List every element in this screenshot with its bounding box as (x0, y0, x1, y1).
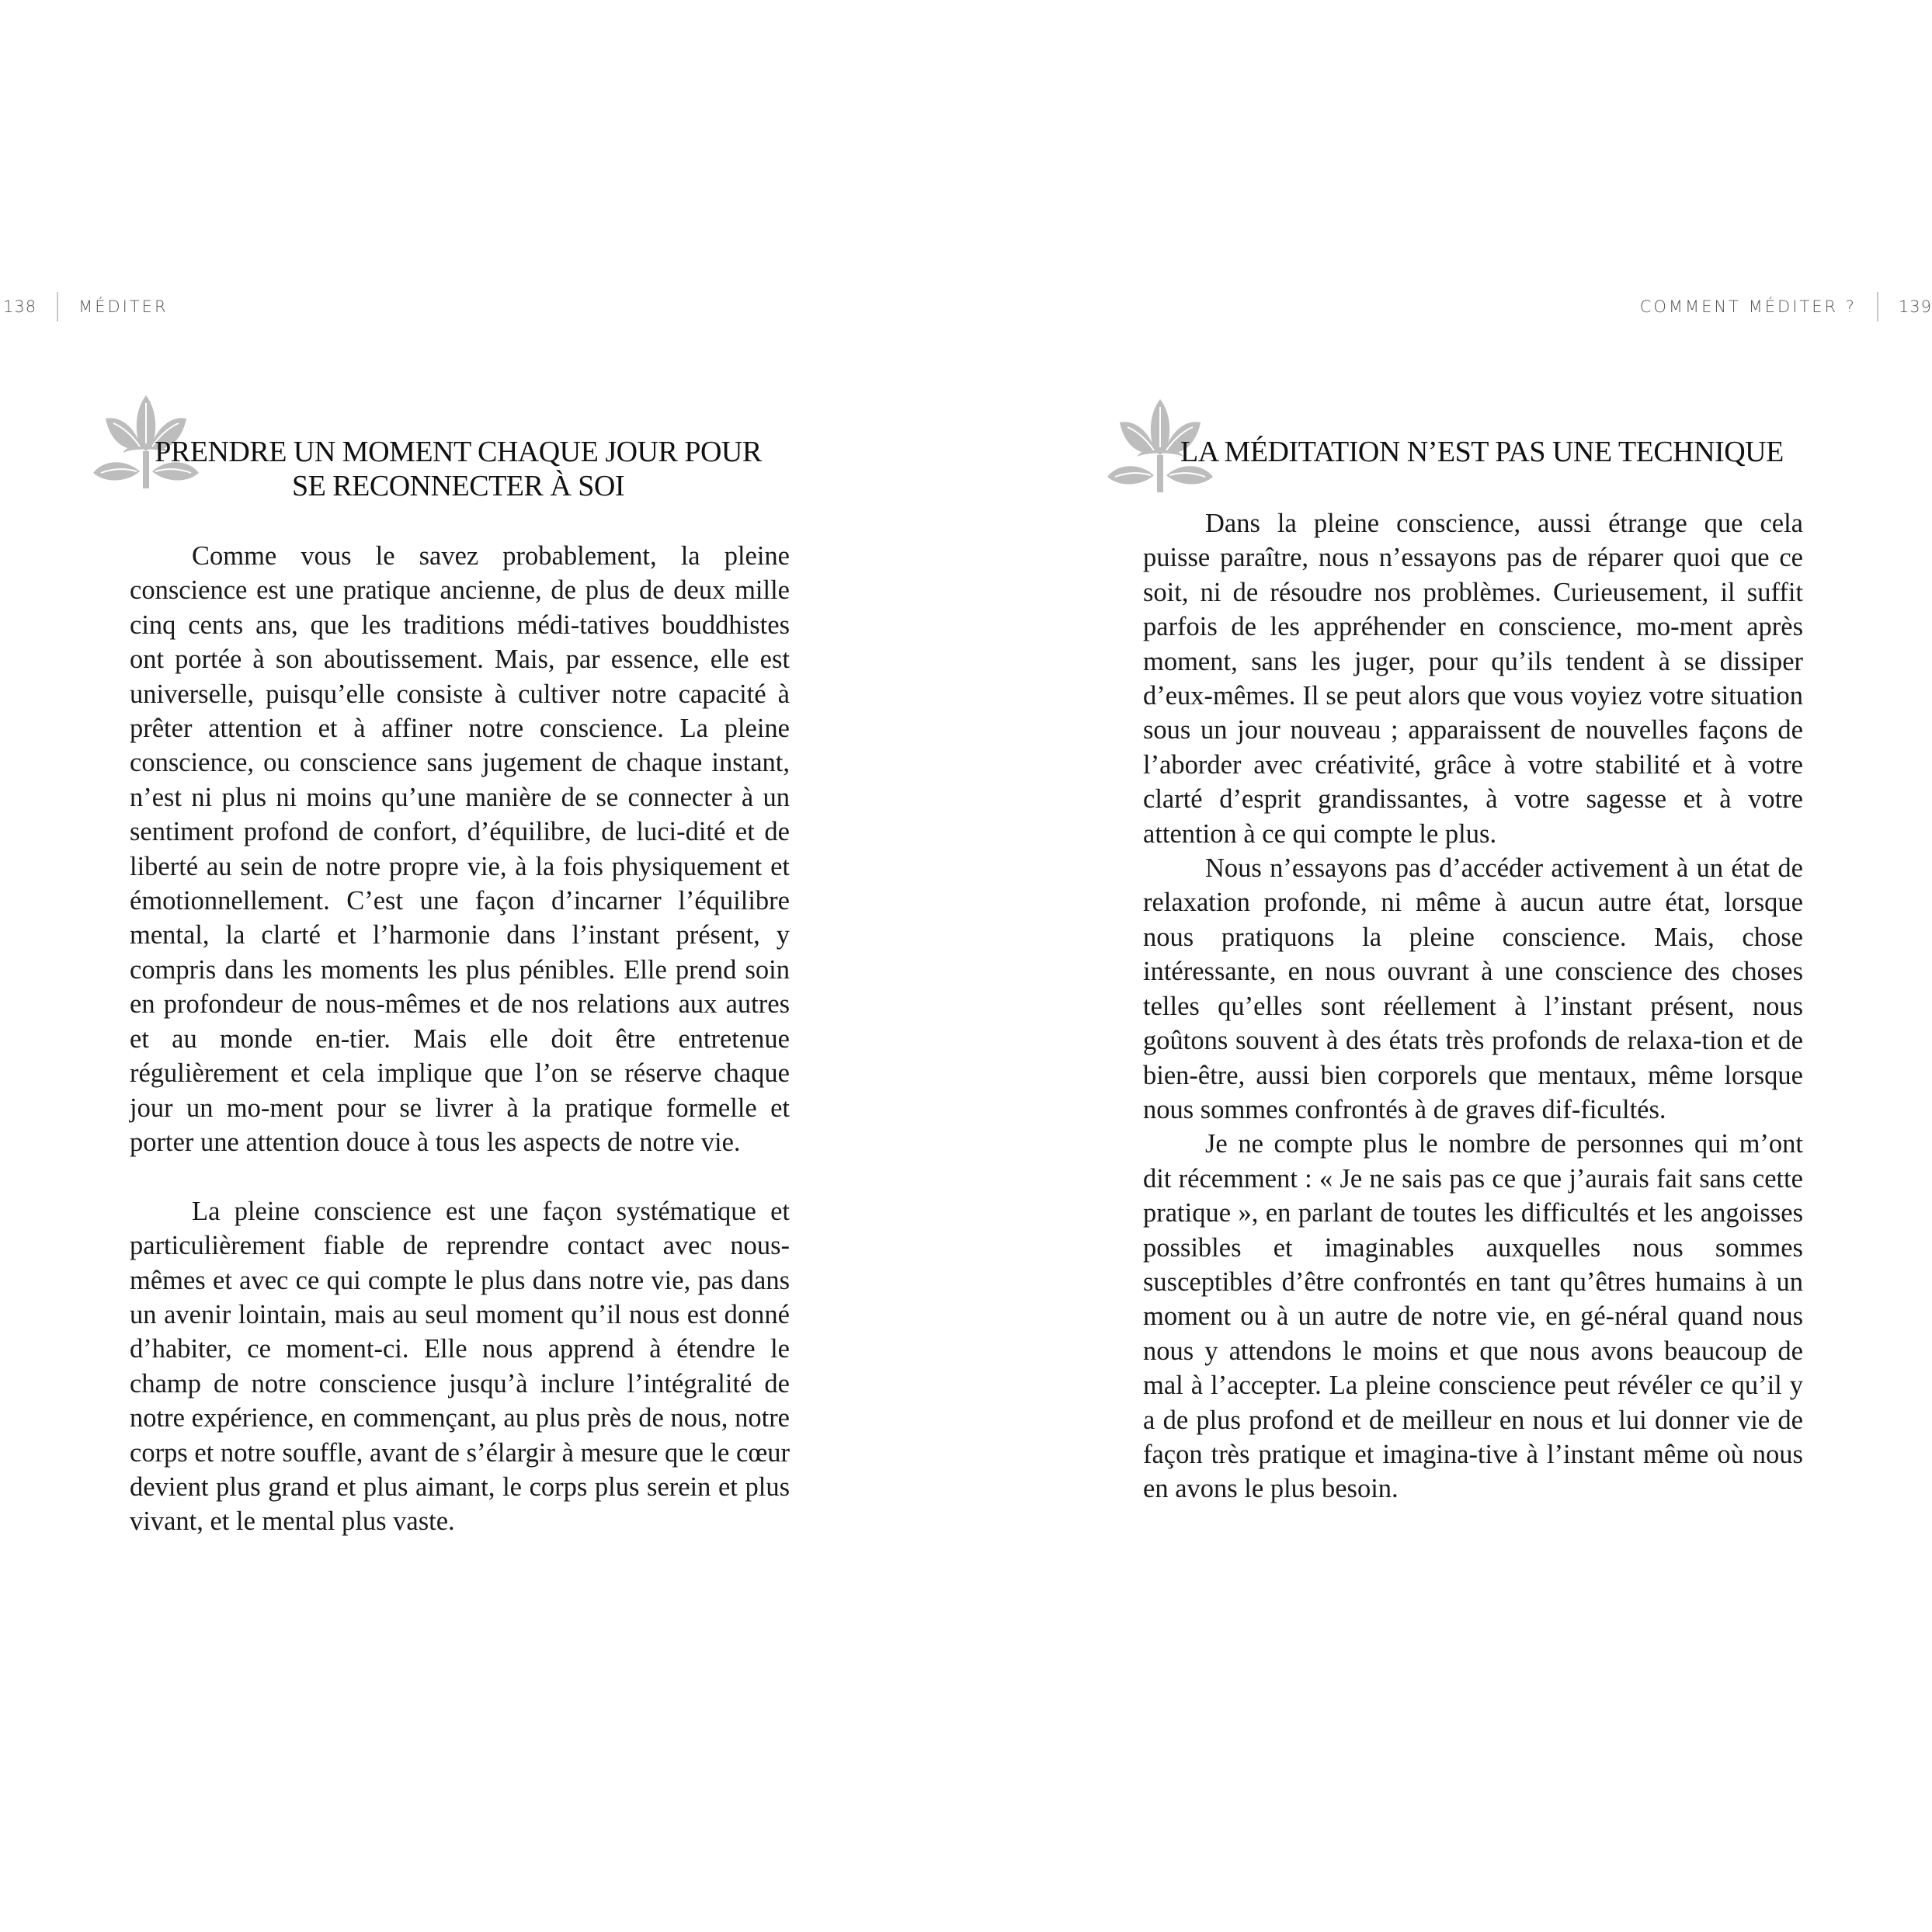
section-title-line: PRENDRE UN MOMENT CHAQUE JOUR POUR (155, 436, 762, 468)
paragraph: La pleine conscience est une façon systématique et particulièrement fiable de reprendre contact avec nous-mêmes et avec ce qui compte le plus dans notre vie, pas dans un avenir lointain, mais au seul moment qu’il nous est donné d’habiter, ce moment-ci. Elle nous apprend à étendre le champ de notre conscience jusqu’à inclure l’intégralité de notre expérience, en commençant, au plus près de nous, notre corps et notre souffle, avant de s’élargir à mesure que le cœur devient plus grand et plus aimant, le corps plus serein et plus vivant, et le mental plus vaste. (130, 1196, 790, 1537)
running-head-title-right: COMMENT MÉDITER ? (1639, 297, 1857, 316)
section-title-line: LA MÉDITATION N’EST PAS UNE TECHNIQUE (1180, 436, 1784, 468)
paragraph: Je ne compte plus le nombre de personnes qui m’ont dit récemment : « Je ne sais pas ce que j’aurais fait sans cette pratique », en parlant de toutes les difficultés et les angoisses possibles et imaginables auxquelles nous sommes susceptibles d’être confrontés en tant qu’êtres humains à un moment ou à un autre de notre vie, en gé-néral quand nous nous y attendons le moins et que nous avons beaucoup de mal à l’accepter. La pleine conscience peut révéler ce qu’il y a de plus profond et de meilleur en nous et lui donner vie de façon très pratique et imagina-tive à l’instant même où nous en avons le plus besoin. (1143, 1129, 1803, 1504)
section-title-right (1165, 435, 1802, 469)
section-title-line: SE RECONNECTER À SOI (291, 470, 625, 502)
running-head-title-left: MÉDITER (78, 297, 169, 316)
paragraph: Dans la pleine conscience, aussi étrange que cela puisse paraître, nous n’essayons pas de réparer quoi que ce soit, ni de résoudre nos problèmes. Curieusement, il suffit parfois de les appréhender en conscience, mo-ment après moment, sans les juger, pour qu’ils tendent à se dissiper d’eux-mêmes. Il se peut alors que vous voyiez votre situation sous un jour nouveau ; apparaissent de nouvelles façons de l’aborder avec créativité, grâce à votre stabilité et à votre clarté d’esprit grandissantes, à votre sagesse et à votre attention à ce qui compte le plus. (1143, 509, 1803, 849)
header-separator (1877, 292, 1878, 321)
body-column-right (1143, 506, 1803, 1506)
body-column-left (130, 539, 790, 1539)
running-head-left (3, 294, 169, 320)
page-number-right: 139 (1898, 297, 1932, 316)
section-title-left (124, 435, 792, 503)
running-head-right (1640, 294, 1932, 320)
paragraph: Comme vous le savez probablement, la pleine conscience est une pratique ancienne, de plus de deux mille cinq cents ans, que les traditions médi-tatives bouddhistes ont portée à son aboutissement. Mais, par essence, elle est universelle, puisqu’elle consiste à cultiver notre capacité à prêter attention et à affiner notre conscience. La pleine conscience, ou conscience sans jugement de chaque instant, n’est ni plus ni moins qu’une manière de se connecter à un sentiment profond de confort, d’équilibre, de luci-dité et de liberté au sein de notre propre vie, à la fois physiquement et émotionnellement. C’est une façon d’incarner l’équilibre mental, la clarté et l’harmonie dans l’instant présent, y compris dans les moments les plus pénibles. Elle prend soin en profondeur de nous-mêmes et de nos relations aux autres et au monde en-tier. Mais elle doit être entretenue régulièrement et cela implique que l’on se réserve chaque jour un mo-ment pour se livrer à la pratique formelle et porter une attention douce à tous les aspects de notre vie. (130, 541, 790, 1157)
paragraph: Nous n’essayons pas d’accéder activement à un état de relaxation profonde, ni même à aucun autre état, lorsque nous pratiquons la pleine conscience. Mais, chose intéressante, en nous ouvrant à une conscience des choses telles qu’elles sont réellement à l’instant présent, nous goûtons souvent à des états très profonds de relaxa-tion et de bien-être, aussi bien corporels que mentaux, même lorsque nous sommes confrontés à de graves dif-ficultés. (1143, 853, 1803, 1124)
header-separator (57, 292, 58, 321)
page-number-left: 138 (3, 297, 37, 316)
